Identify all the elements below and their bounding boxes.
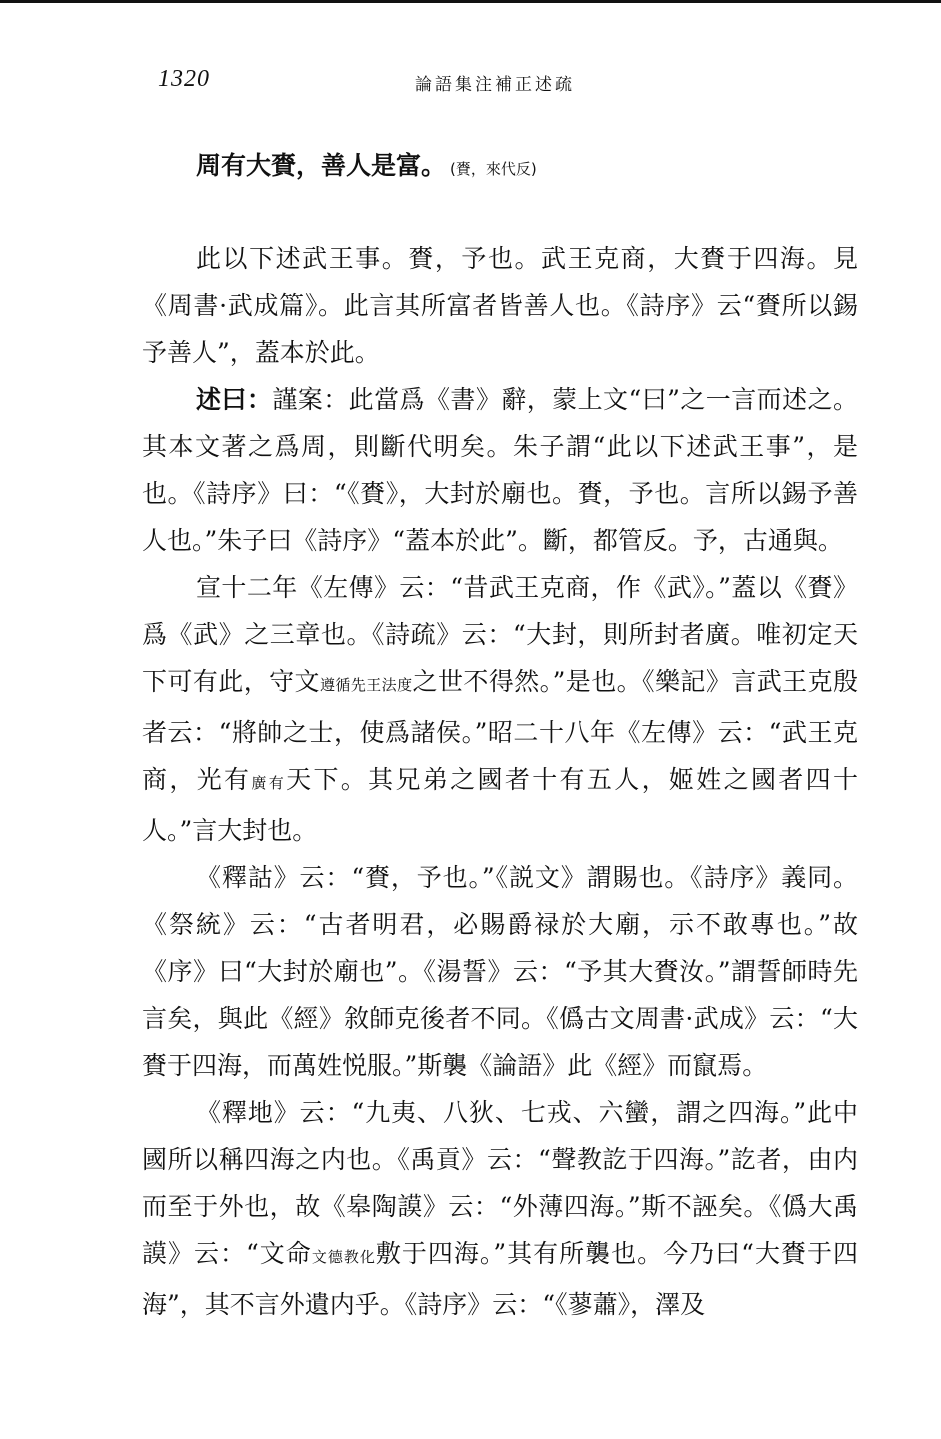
interlinear-gloss: 文德教化 bbox=[311, 1248, 376, 1266]
heading-pronunciation-note: (賚，來代反) bbox=[450, 160, 537, 178]
heading-main-text: 周有大賚，善人是富。 bbox=[196, 151, 447, 180]
zuozhuan-paragraph bbox=[142, 564, 858, 854]
paragraph-text: 宣十二年《左傳》云：“昔武王克商，作《武》。”蓋以《賚》爲《武》之三章也。《詩疏》云：“大封，則所封者廣。唯初定天下可有此，守文 bbox=[142, 573, 858, 696]
paragraph-text: 天下。其兄弟之國者十有五人，姬姓之國者四十人。”言大封也。 bbox=[142, 765, 858, 845]
shuyue-paragraph bbox=[142, 376, 858, 564]
paragraph-text: 謹案：此當爲《書》辭，蒙上文“曰”之一言而述之。其本文著之爲周，則斷代明矣。朱子謂“此以下述武王事”，是也。《詩序》曰：“《賚》，大封於廟也。賚，予也。言所以錫予善人也。”朱子曰《詩序》“蓋本於此”。斷，都管反。予，古通與。 bbox=[142, 385, 858, 555]
page-number: 1320 bbox=[158, 66, 210, 92]
page-body bbox=[142, 138, 858, 1328]
classic-text-heading bbox=[196, 138, 858, 197]
running-title: 論語集注補正述疏 bbox=[415, 75, 575, 95]
interlinear-gloss: 遵循先王法度 bbox=[319, 676, 413, 694]
shuyue-label: 述曰： bbox=[196, 385, 273, 414]
paragraph-text: 《釋地》云：“九夷、八狄、七戎、六蠻，謂之四海。”此中國所以稱四海之内也。《禹貢》云：“聲教訖于四海。”訖者，由内而至于外也，故《皋陶謨》云：“外薄四海。”斯不誣矣。《僞大禹謨》云：“文命 bbox=[142, 1098, 858, 1268]
shidi-paragraph bbox=[142, 1089, 858, 1328]
commentary-paragraph bbox=[142, 235, 858, 376]
paragraph-text: 敷于四海。”其有所襲也。今乃曰“大賚于四海”，其不言外遺内乎。《詩序》云：“《蓼蕭》，澤及 bbox=[142, 1239, 858, 1319]
paragraph-text: 此以下述武王事。賚，予也。武王克商，大賚于四海。見《周書·武成篇》。此言其所富者皆善人也。《詩序》云“賚所以錫予善人”，蓋本於此。 bbox=[142, 244, 858, 367]
interlinear-gloss: 廣有 bbox=[251, 774, 287, 792]
paragraph-text: 《釋詁》云：“賚，予也。”《説文》謂賜也。《詩序》義同。《祭統》云：“古者明君，必賜爵禄於大廟，示不敢專也。”故《序》曰“大封於廟也”。《湯誓》云：“予其大賚汝。”謂誓師時先言矣，與此《經》敘師克後者不同。《僞古文周書·武成》云：“大賚于四海，而萬姓悦服。”斯襲《論語》此《經》而竄焉。 bbox=[142, 863, 858, 1080]
paragraph-text: 之世不得然。”是也。《樂記》言武王克殷者云：“將帥之士，使爲諸侯。”昭二十八年《左傳》云：“武王克商，光有 bbox=[142, 667, 858, 794]
top-border-rule bbox=[0, 0, 941, 3]
shigu-paragraph bbox=[142, 854, 858, 1089]
